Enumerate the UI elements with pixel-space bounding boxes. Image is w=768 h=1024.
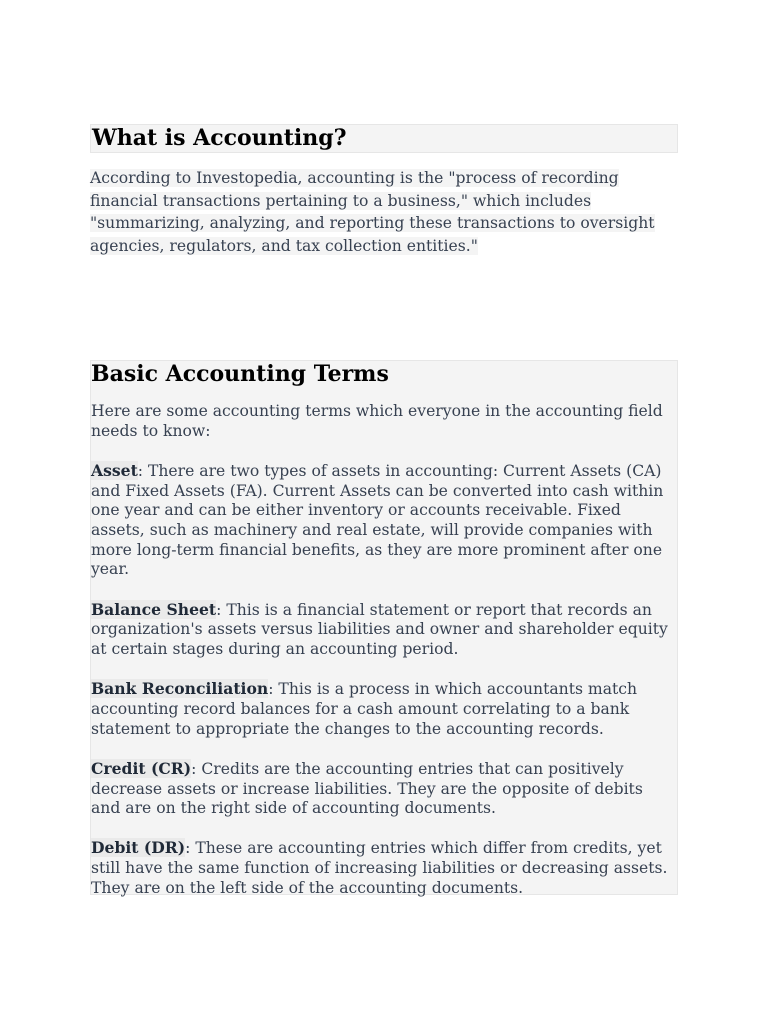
term-debit [91,838,677,898]
what-is-accounting-paragraph [90,167,678,257]
what-is-accounting-heading: What is Accounting? [90,124,678,153]
term-balance-sheet [91,600,677,660]
term-definition: : Credits are the accounting entries that can positively decrease assets or increase liabilities. They are the opposite of debits and are on the right side of accounting documents. [91,759,643,818]
what-is-accounting-section [90,124,678,257]
what-is-accounting-text: According to Investopedia, accounting is the "process of recording financial transactions pertaining to a business," which includes "summarizing, analyzing, and reporting these transactions to oversight agencies, regulators, and tax collection entities." [90,169,655,255]
term-asset [91,461,677,580]
term-name: Balance Sheet [91,599,217,619]
term-name: Debit (DR) [91,838,186,858]
term-name: Bank Reconciliation [91,679,269,699]
term-bank-reconciliation [91,679,677,739]
basic-accounting-terms-section [90,360,678,895]
term-definition: : This is a process in which accountants match accounting record balances for a cash amount correlating to a bank statement to appropriate the changes to the accounting records. [91,680,638,738]
term-credit [91,759,677,819]
term-definition: : These are accounting entries which differ from credits, yet still have the same function of increasing liabilities or decreasing assets. They are on the left side of the accounting documents. [91,839,668,897]
term-name: Credit (CR) [91,758,192,778]
basic-accounting-terms-heading: Basic Accounting Terms [91,361,389,387]
term-definition: : There are two types of assets in accounting: Current Assets (CA) and Fixed Assets (FA). Current Assets can be converted into cash within one year and can be either inventory or accounts receivable. Fixed assets, such as machinery and real estate, will provide companies with more long-term financial benefits, as they are more prominent after one year. [91,461,664,579]
term-name: Asset [91,460,138,480]
term-definition: : This is a financial statement or report that records an organization's assets versus liabilities and owner and shareholder equity at certain stages during an accounting period. [91,600,668,659]
terms-intro-paragraph: Here are some accounting terms which everyone in the accounting field needs to know: [91,402,663,440]
